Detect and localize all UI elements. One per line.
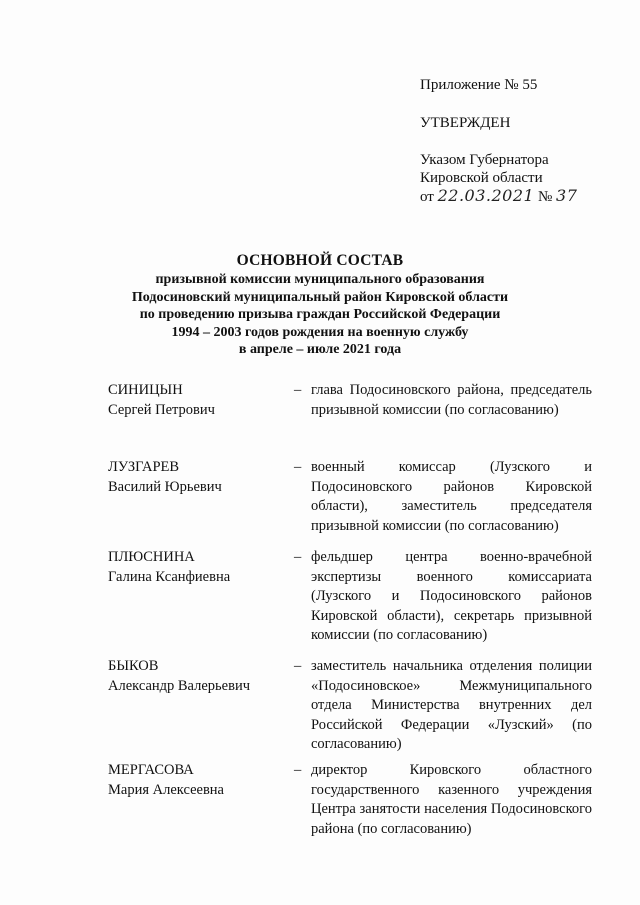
title-line-3: по проведению призыва граждан Российской Федерации <box>139 307 501 322</box>
member-dash: – <box>294 459 302 475</box>
member-name <box>108 548 283 587</box>
member-name <box>108 458 283 497</box>
member-name <box>108 381 283 420</box>
member-name <box>108 657 283 696</box>
member-name <box>108 761 283 800</box>
member-dash: – <box>294 762 302 778</box>
member-surname: БЫКОВ <box>108 658 159 674</box>
title-line-5: в апреле – июле 2021 года <box>238 342 402 357</box>
decree-date-line <box>420 187 620 206</box>
member-role: военный комиссар (Лузского и Подосиновского районов Кировской области), заместитель председателя призывной комиссии (по согласованию) <box>311 459 592 534</box>
document-title <box>60 251 580 359</box>
member-surname: МЕРГАСОВА <box>108 762 194 778</box>
approved-label: УТВЕРЖДЕН <box>420 115 511 131</box>
member-given-name: Мария Алексеевна <box>108 781 224 798</box>
member-role: фельдшер центра военно-врачебной экспертизы военного комиссариата (Лузского и Подосиновского районов Кировской области), секретарь призывной комиссии (по согласованию) <box>311 549 592 643</box>
date-prefix: от <box>420 189 434 205</box>
member-dash: – <box>294 658 302 674</box>
title-main: ОСНОВНОЙ СОСТАВ <box>236 252 404 269</box>
decree-line-1: Указом Губернатора <box>420 152 549 168</box>
member-role: директор Кировского областного государственного казенного учреждения Центра занятости населения Подосиновского района (по согласованию) <box>311 762 592 837</box>
handwritten-number: 37 <box>556 186 578 205</box>
member-surname: ЛУЗГАРЕВ <box>108 459 180 475</box>
member-given-name: Сергей Петрович <box>108 401 215 418</box>
member-role: глава Подосиновского района, председатель призывной комиссии (по согласованию) <box>311 382 592 418</box>
member-given-name: Александр Валерьевич <box>108 677 250 694</box>
title-line-2: Подосиновский муниципальный район Кировской области <box>131 289 509 305</box>
member-given-name: Галина Ксанфиевна <box>108 568 231 585</box>
member-dash: – <box>294 382 302 398</box>
member-role: заместитель начальника отделения полиции «Подосиновское» Межмуниципального отдела Министерства внутренних дел Российской Федерации «Лузский» (по согласованию) <box>311 658 592 752</box>
decree-line-2: Кировской области <box>420 170 543 186</box>
member-surname: ПЛЮСНИНА <box>108 549 195 565</box>
handwritten-date: 22.03.2021 <box>437 186 535 205</box>
member-surname: СИНИЦЫН <box>108 382 183 398</box>
title-line-1: призывной комиссии муниципального образования <box>155 272 485 287</box>
member-dash: – <box>294 549 302 565</box>
title-line-4: 1994 – 2003 годов рождения на военную службу <box>171 324 469 340</box>
appendix-label: Приложение № 55 <box>420 77 538 93</box>
number-prefix: № <box>537 189 553 205</box>
member-given-name: Василий Юрьевич <box>108 478 222 495</box>
approval-block <box>420 76 620 206</box>
